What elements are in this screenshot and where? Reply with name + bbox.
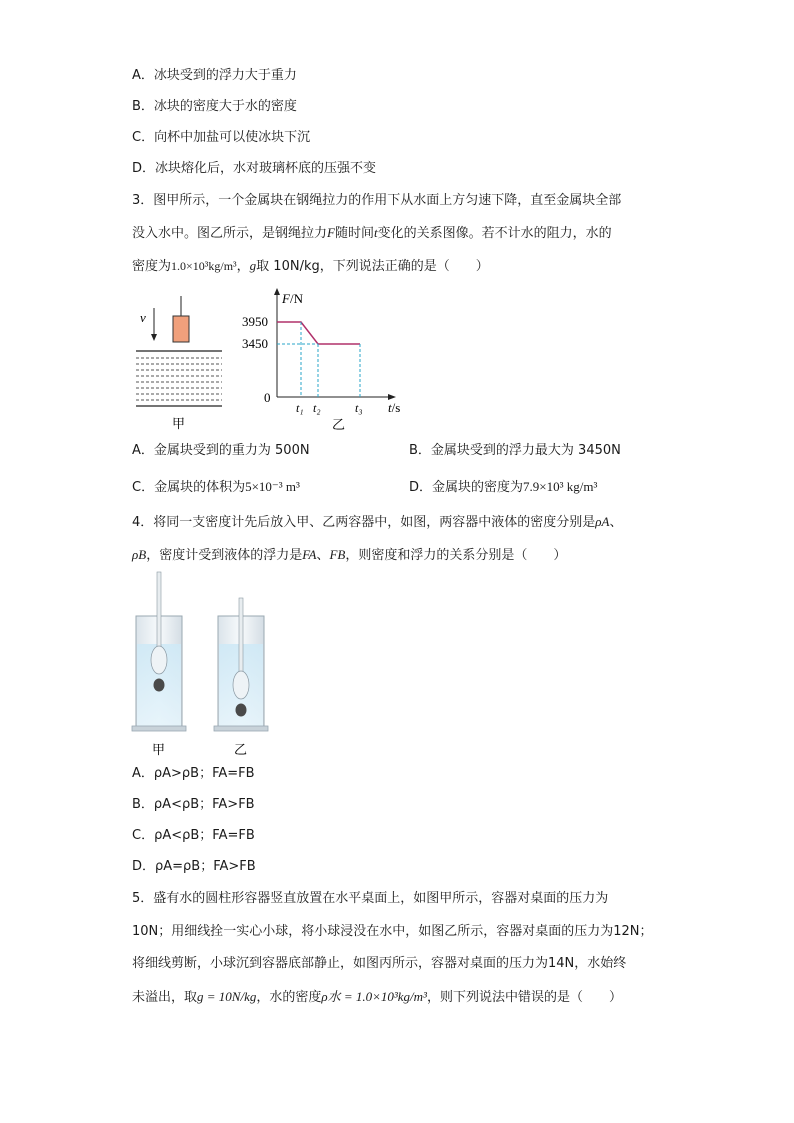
q3-option-a: A．金属块受到的重力为 500N xyxy=(132,443,310,458)
gravity-symbol: g xyxy=(249,258,257,273)
q4-text: 、 xyxy=(609,515,623,530)
q3-stem-line1: 3．图甲所示，一个金属块在钢绳拉力的作用下从水面上方匀速下降，直至金属块全部 xyxy=(132,193,622,208)
q5-stem-line1: 5．盛有水的圆柱形容器竖直放置在水平桌面上，如图甲所示，容器对桌面的压力为 xyxy=(132,891,609,906)
q3-figure-jia xyxy=(132,288,232,438)
y-axis-arrow xyxy=(274,288,280,295)
q3-text: 取 10N/kg，下列说法正确的是（ ） xyxy=(256,259,489,274)
q2-option-b: B．冰块的密度大于水的密度 xyxy=(132,99,297,114)
q3-stem-line2 xyxy=(132,224,612,243)
water-density-value: 1.0×10³kg/m³ xyxy=(171,259,237,273)
q3-force-time-chart xyxy=(240,285,410,435)
q5-text: ，则下列说法中错误的是（ ） xyxy=(426,990,622,1005)
force-symbol: F xyxy=(327,225,335,240)
q2-option-d: D．冰块熔化后，水对玻璃杯底的压强不变 xyxy=(132,161,377,176)
ytick-0: 0 xyxy=(264,390,271,405)
q4-text: ，则密度和浮力的关系分别是（ ） xyxy=(345,548,567,563)
q5-water-density: ρ水 = 1.0×10³kg/m³ xyxy=(321,989,427,1004)
velocity-label: v xyxy=(140,310,146,325)
q5-stem-line4 xyxy=(132,988,622,1007)
metal-block xyxy=(173,316,189,342)
q3-text: 随时间 xyxy=(334,226,374,241)
q5-stem-line3: 将细线剪断，小球沉到容器底部静止，如图丙所示，容器对桌面的压力为14N，水始终 xyxy=(132,956,627,971)
force-series-line xyxy=(277,322,360,344)
x-axis-label: t/s xyxy=(388,400,401,415)
xtick-t1: t₁ xyxy=(296,401,304,415)
q4-option-c: C．ρA<ρB；FA=FB xyxy=(132,828,255,843)
q4-stem-line1 xyxy=(132,513,622,532)
caption-jia: 甲 xyxy=(152,743,166,758)
q4-option-b: B．ρA<ρB；FA>FB xyxy=(132,797,255,812)
q5-gravity: g = 10N/kg xyxy=(197,989,257,1004)
y-axis-label: F/N xyxy=(282,291,303,306)
q3-option-b: B．金属块受到的浮力最大为 3450N xyxy=(409,443,621,458)
q2-option-c: C．向杯中加盐可以使冰块下沉 xyxy=(132,130,311,145)
force-a: FA xyxy=(302,547,317,562)
q4-text: 4．将同一支密度计先后放入甲、乙两容器中，如图，两容器中液体的密度分别是 xyxy=(132,515,596,530)
ytick-3950: 3950 xyxy=(242,314,268,329)
q5-stem-line2: 10N；用细线拴一实心小球，将小球浸没在水中，如图乙所示，容器对桌面的压力为12N； xyxy=(132,924,653,939)
q5-text: 未溢出，取 xyxy=(132,990,198,1005)
q3-option-d-text: D．金属块的密度为 xyxy=(409,480,524,495)
q4-stem-line2 xyxy=(132,546,566,565)
ytick-3450: 3450 xyxy=(242,336,268,351)
q3-text: 密度为 xyxy=(132,259,172,274)
q3-text: 变化的关系图像。若不计水的阻力，水的 xyxy=(377,226,612,241)
figure-caption-jia: 甲 xyxy=(172,417,186,432)
force-b: FB xyxy=(329,547,346,562)
q3-text: ， xyxy=(236,259,250,274)
time-symbol: t xyxy=(373,225,378,240)
q3-option-c-text: C．金属块的体积为 xyxy=(132,480,246,495)
q3-option-c-value: 5×10⁻³ m³ xyxy=(245,479,300,494)
q3-option-d-value: 7.9×10³ kg/m³ xyxy=(523,479,598,494)
q2-option-a: A．冰块受到的浮力大于重力 xyxy=(132,68,297,83)
q4-option-d: D．ρA=ρB；FA>FB xyxy=(132,859,256,874)
q4-hydrometer-figure xyxy=(128,568,278,763)
q3-text: 没入水中。图乙所示，是钢绳拉力 xyxy=(132,226,328,241)
water-dashes xyxy=(136,358,222,400)
q4-text: ，密度计受到液体的浮力是 xyxy=(146,548,303,563)
q3-option-d xyxy=(409,478,597,497)
q3-option-c xyxy=(132,478,300,497)
q3-stem-line3 xyxy=(132,257,489,276)
figure-caption-yi: 乙 xyxy=(332,418,346,433)
xtick-t2: t₂ xyxy=(313,401,321,415)
rho-b: ρB xyxy=(132,547,147,562)
velocity-arrowhead xyxy=(151,334,157,341)
q4-text: 、 xyxy=(316,548,330,563)
rho-a: ρA xyxy=(595,514,610,529)
xtick-t3: t₃ xyxy=(355,401,363,415)
q4-option-a: A．ρA>ρB；FA=FB xyxy=(132,766,255,781)
caption-yi: 乙 xyxy=(234,743,248,758)
q5-text: ，水的密度 xyxy=(256,990,322,1005)
